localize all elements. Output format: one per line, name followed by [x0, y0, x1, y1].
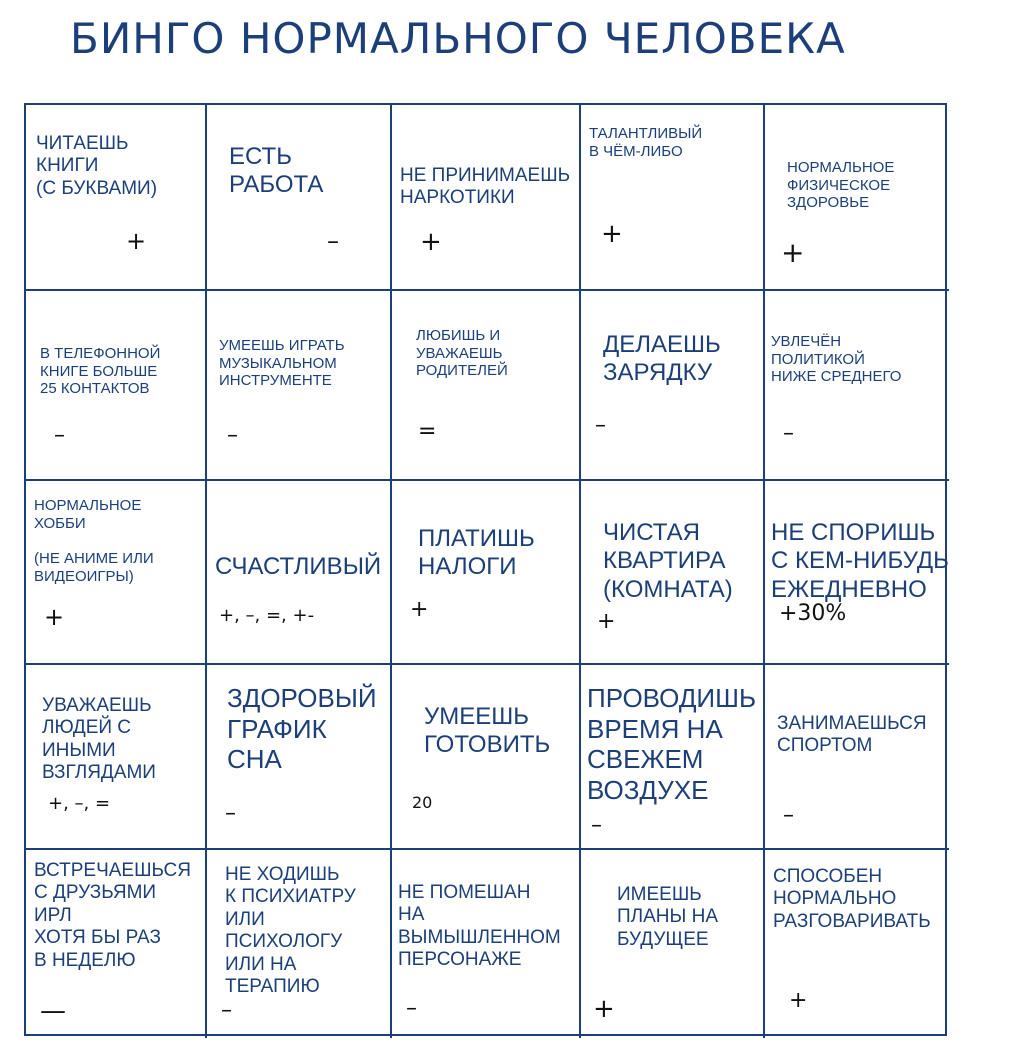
bingo-cell[interactable] — [26, 291, 207, 481]
bingo-cell[interactable] — [26, 665, 207, 850]
handwritten-mark: + — [420, 227, 442, 257]
handwritten-mark: +, –, =, +- — [219, 605, 315, 626]
handwritten-mark: +30% — [779, 601, 847, 626]
bingo-cell[interactable] — [765, 665, 949, 850]
bingo-cell[interactable] — [765, 481, 949, 665]
cell-label: УМЕЕШЬ ГОТОВИТЬ — [424, 703, 551, 759]
handwritten-mark: 20 — [412, 793, 433, 812]
bingo-cell[interactable] — [26, 481, 207, 665]
handwritten-mark: – — [221, 998, 232, 1023]
bingo-cell[interactable] — [207, 850, 392, 1038]
handwritten-mark: + — [789, 988, 808, 1013]
bingo-grid — [24, 103, 947, 1036]
bingo-cell[interactable] — [581, 105, 765, 291]
handwritten-mark: – — [595, 413, 606, 438]
handwritten-mark: + — [126, 227, 147, 255]
bingo-cell[interactable] — [392, 105, 581, 291]
bingo-cell[interactable] — [207, 291, 392, 481]
cell-label: СЧАСТЛИВЫЙ — [215, 553, 382, 580]
bingo-cell[interactable] — [207, 665, 392, 850]
bingo-cell[interactable] — [207, 105, 392, 291]
handwritten-mark: + — [781, 236, 805, 269]
handwritten-mark: – — [406, 996, 417, 1021]
cell-label: УМЕЕШЬ ИГРАТЬ МУЗЫКАЛЬНОМ ИНСТРУМЕНТЕ — [219, 337, 345, 390]
cell-label: ЗАНИМАЕШЬСЯ СПОРТОМ — [777, 713, 927, 757]
handwritten-mark: +, –, = — [48, 793, 111, 814]
bingo-cell[interactable] — [207, 481, 392, 665]
bingo-cell[interactable] — [26, 105, 207, 291]
handwritten-mark: — — [40, 996, 66, 1026]
handwritten-mark: + — [601, 219, 623, 249]
cell-label: ЕСТЬ РАБОТА — [229, 143, 324, 199]
cell-label: НЕ СПОРИШЬ С КЕМ-НИБУДЬ ЕЖЕДНЕВНО — [771, 519, 949, 603]
bingo-cell[interactable] — [765, 291, 949, 481]
cell-label: ЛЮБИШЬ И УВАЖАЕШЬ РОДИТЕЛЕЙ — [416, 327, 508, 380]
bingo-cell[interactable] — [581, 291, 765, 481]
cell-label: УВЛЕЧЁН ПОЛИТИКОЙ НИЖЕ СРЕДНЕГО — [771, 333, 902, 386]
cell-label: ЧИТАЕШЬ КНИГИ (С БУКВАМИ) — [36, 133, 158, 199]
bingo-cell[interactable] — [765, 105, 949, 291]
bingo-cell[interactable] — [581, 665, 765, 850]
handwritten-mark: – — [783, 421, 794, 446]
cell-label: СПОСОБЕН НОРМАЛЬНО РАЗГОВАРИВАТЬ — [773, 866, 931, 932]
cell-label: НЕ ПОМЕШАН НА ВЫМЫШЛЕННОМ ПЕРСОНАЖЕ — [398, 882, 561, 971]
handwritten-mark: + — [44, 603, 65, 631]
handwritten-mark: = — [418, 419, 437, 444]
page-title: БИНГО НОРМАЛЬНОГО ЧЕЛОВЕКА — [70, 14, 846, 63]
handwritten-mark: – — [54, 423, 65, 448]
bingo-cell[interactable] — [392, 665, 581, 850]
handwritten-mark: – — [225, 801, 236, 826]
bingo-cell[interactable] — [392, 291, 581, 481]
cell-label: ЧИСТАЯ КВАРТИРА (КОМНАТА) — [603, 519, 733, 603]
handwritten-mark: – — [591, 813, 602, 838]
bingo-cell[interactable] — [581, 850, 765, 1038]
cell-label: НОРМАЛЬНОЕ ХОББИ (НЕ АНИМЕ ИЛИ ВИДЕОИГРЫ) — [34, 497, 154, 585]
handwritten-mark: + — [410, 597, 429, 622]
cell-label: УВАЖАЕШЬ ЛЮДЕЙ С ИНЫМИ ВЗГЛЯДАМИ — [42, 695, 156, 784]
cell-label: В ТЕЛЕФОННОЙ КНИГЕ БОЛЬШЕ 25 КОНТАКТОВ — [40, 345, 161, 398]
bingo-cell[interactable] — [765, 850, 949, 1038]
cell-label: ПЛАТИШЬ НАЛОГИ — [418, 525, 535, 581]
cell-label: ТАЛАНТЛИВЫЙ В ЧЁМ-ЛИБО — [589, 125, 703, 160]
bingo-cell[interactable] — [392, 481, 581, 665]
bingo-cell[interactable] — [581, 481, 765, 665]
handwritten-mark: – — [227, 423, 238, 448]
bingo-cell[interactable] — [26, 850, 207, 1038]
cell-label: НОРМАЛЬНОЕ ФИЗИЧЕСКОЕ ЗДОРОВЬЕ — [787, 159, 895, 212]
cell-label: НЕ ПРИНИМАЕШЬ НАРКОТИКИ — [400, 165, 571, 209]
handwritten-mark: + — [593, 994, 615, 1024]
cell-label: ВСТРЕЧАЕШЬСЯ С ДРУЗЬЯМИ ИРЛ ХОТЯ БЫ РАЗ В НЕДЕЛЮ — [34, 860, 192, 971]
cell-label: ЗДОРОВЫЙ ГРАФИК СНА — [227, 683, 377, 775]
handwritten-mark: – — [327, 227, 339, 255]
bingo-cell[interactable] — [392, 850, 581, 1038]
cell-label: ИМЕЕШЬ ПЛАНЫ НА БУДУЩЕЕ — [617, 884, 719, 950]
cell-label: НЕ ХОДИШЬ К ПСИХИАТРУ ИЛИ ПСИХОЛОГУ ИЛИ НА ТЕРАПИЮ — [225, 864, 356, 998]
handwritten-mark: – — [783, 803, 794, 828]
cell-label: ПРОВОДИШЬ ВРЕМЯ НА СВЕЖЕМ ВОЗДУХЕ — [587, 683, 756, 806]
cell-label: ДЕЛАЕШЬ ЗАРЯДКУ — [603, 331, 721, 387]
handwritten-mark: + — [597, 609, 616, 634]
